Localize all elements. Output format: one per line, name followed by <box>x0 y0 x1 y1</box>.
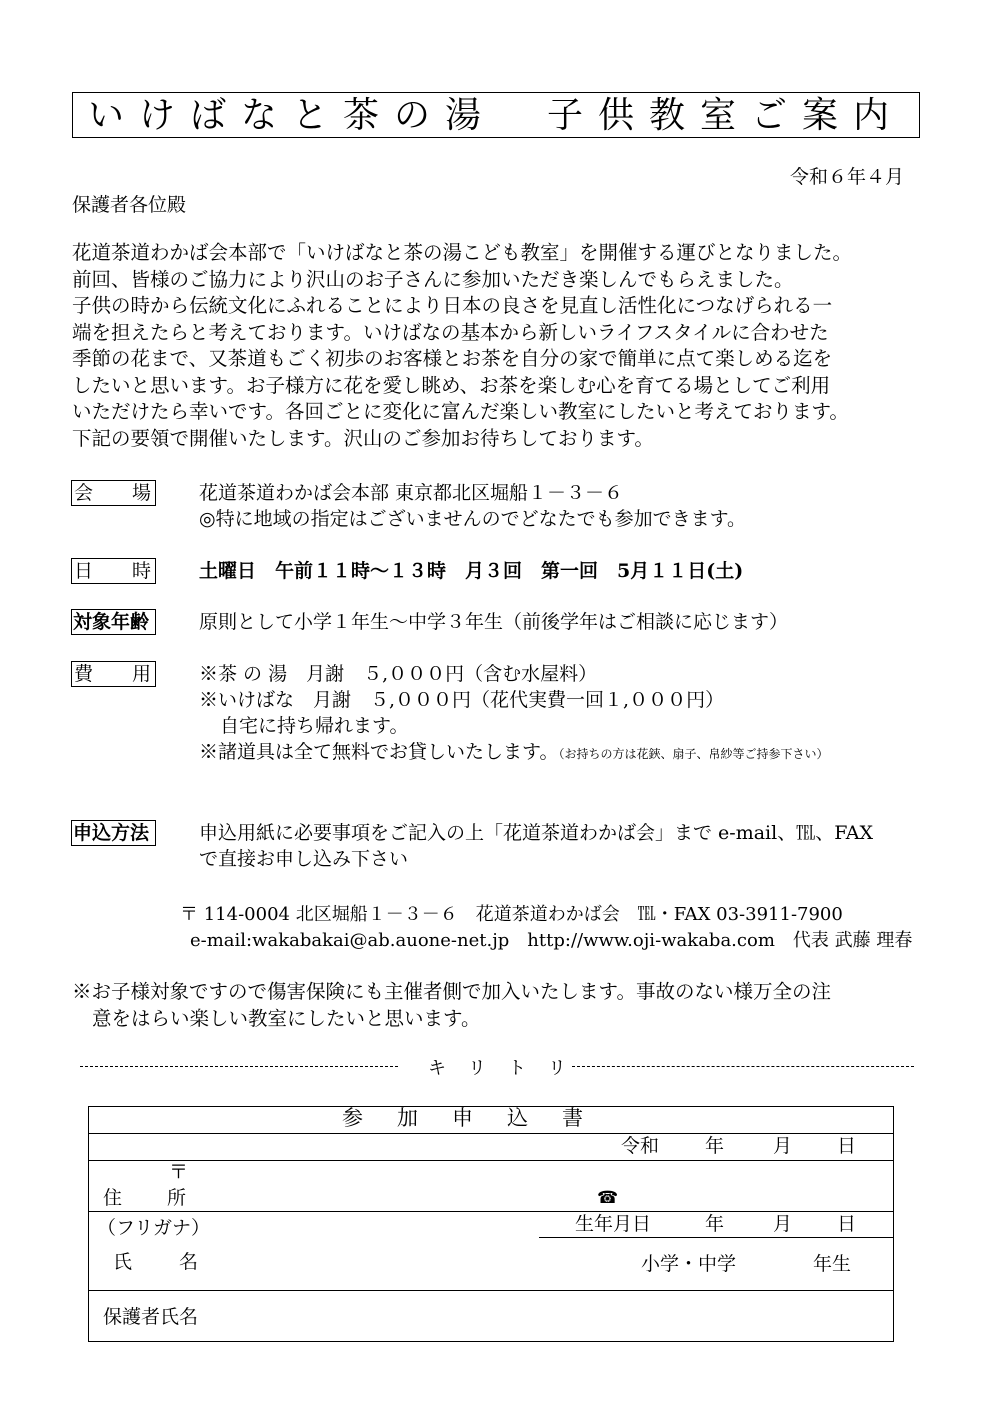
age-label: 対象年齢 <box>71 609 156 635</box>
notice-line2: 意をはらい楽しい教室にしたいと思います。 <box>92 1007 481 1030</box>
birth-month: 月 <box>773 1213 793 1235</box>
phone-icon: ☎ <box>597 1188 619 1208</box>
apply-label: 申込方法 <box>71 820 156 846</box>
form-day: 日 <box>837 1135 857 1157</box>
intro-line: 花道茶道わかば会本部で「いけばなと茶の湯こども教室」を開催する運びとなりました。 <box>72 241 853 264</box>
contact-line1: 〒 114-0004 北区堀船１－３－６ 花道茶道わかば会 ℡・FAX 03-3911-7900 <box>180 904 843 925</box>
address-label-a: 住 <box>103 1187 123 1209</box>
form-era: 令和 <box>621 1135 660 1157</box>
form-divider <box>89 1211 893 1212</box>
title-box <box>72 92 920 138</box>
intro-line: 端を担えたらと考えております。いけばなの基本から新しいライフスタイルに合わせた <box>72 320 829 344</box>
form-month: 月 <box>773 1135 793 1157</box>
fee-label-a: 費 <box>74 663 94 685</box>
intro-line: したいと思います。お子様方に花を愛し眺め、お茶を楽しむ心を育てる場としてご利用 <box>72 373 831 397</box>
venue-label <box>71 480 156 506</box>
school-label: 小学・中学 <box>641 1253 737 1275</box>
application-form <box>88 1106 894 1342</box>
venue-label-a: 会 <box>74 482 94 504</box>
contact-line2: e-mail:wakabakai@ab.auone-net.jp http://www.oji-wakaba.com 代表 武藤 理春 <box>190 930 913 951</box>
birth-label: 生年月日 <box>575 1213 652 1235</box>
intro-line: 季節の花まで、又茶道もごく初歩のお客様とお茶を自分の家で簡単に点て楽しめる迄を <box>72 347 833 370</box>
birth-day: 日 <box>837 1213 857 1235</box>
form-divider <box>89 1133 893 1134</box>
fee-label-b: 用 <box>131 663 151 685</box>
venue-label-b: 場 <box>131 482 151 504</box>
apply-line1: 申込用紙に必要事項をご記入の上「花道茶道わかば会」まで e-mail、℡、FAX <box>199 822 873 844</box>
intro-line: いただけたら幸いです。各回ごとに変化に富んだ楽しい教室にしたいと考えております。 <box>72 400 849 423</box>
datetime-value: 土曜日 午前１１時～１３時 月３回 第一回 5月１１日(土) <box>199 560 744 582</box>
notice <box>72 978 831 1032</box>
fee-line1: ※茶 の 湯 月謝 ５,０００円（含む水屋料） <box>199 663 598 685</box>
fee-label <box>71 661 156 687</box>
cut-label: キリトリ <box>428 1058 588 1079</box>
fee-line2: ※いけばな 月謝 ５,０００円（花代実費一回１,０００円） <box>199 689 725 711</box>
cut-line-right <box>572 1066 914 1067</box>
address-label-b: 所 <box>167 1187 187 1209</box>
intro-paragraph <box>72 240 932 452</box>
form-title: 参加申込書 <box>342 1106 617 1130</box>
postal-mark: 〒 <box>169 1161 189 1183</box>
intro-line: 前回、皆様のご協力により沢山のお子さんに参加いただき楽しんでもらえました。 <box>72 267 794 291</box>
venue-line2: ◎特に地域の指定はございませんのでどなたでも参加できます。 <box>199 508 747 530</box>
apply-line2: で直接お申し込み下さい <box>199 848 409 870</box>
issue-date: 令和６年４月 <box>790 166 905 188</box>
datetime-label <box>71 558 156 584</box>
birth-underline <box>539 1237 893 1238</box>
cut-line-left <box>80 1066 398 1067</box>
name-label-a: 氏 <box>113 1251 133 1273</box>
fee-line4-note: （お持ちの方は花鋏、扇子、帛紗等ご持参下さい） <box>558 747 829 761</box>
addressee: 保護者各位殿 <box>72 194 187 216</box>
intro-line: 子供の時から伝統文化にふれることにより日本の良さを見直し活性化につなげられる一 <box>72 294 833 317</box>
datetime-label-b: 時 <box>131 560 151 582</box>
form-divider <box>89 1290 893 1291</box>
page-title: いけばなと茶の湯 子供教室ご案内 <box>87 95 904 136</box>
name-label-b: 名 <box>179 1251 199 1273</box>
furigana-label: （フリガナ） <box>97 1217 211 1239</box>
fee-line3: 自宅に持ち帰れます。 <box>220 715 409 737</box>
fee-line4 <box>199 739 829 767</box>
intro-line: 下記の要領で開催いたします。沢山のご参加お待ちしております。 <box>72 426 654 450</box>
fee-line4-text: ※諸道具は全て無料でお貸しいたします。 <box>199 741 559 763</box>
guardian-label: 保護者氏名 <box>103 1306 199 1328</box>
venue-line1: 花道茶道わかば会本部 東京都北区堀船１－３－６ <box>199 482 624 504</box>
datetime-label-a: 日 <box>74 560 94 582</box>
birth-year: 年 <box>705 1213 725 1235</box>
form-year: 年 <box>705 1135 725 1157</box>
age-value: 原則として小学１年生～中学３年生（前後学年はご相談に応じます） <box>199 611 789 633</box>
notice-line1: ※お子様対象ですので傷害保険にも主催者側で加入いたします。事故のない様万全の注 <box>72 980 831 1003</box>
form-divider <box>89 1160 893 1161</box>
grade-label: 年生 <box>813 1253 852 1275</box>
